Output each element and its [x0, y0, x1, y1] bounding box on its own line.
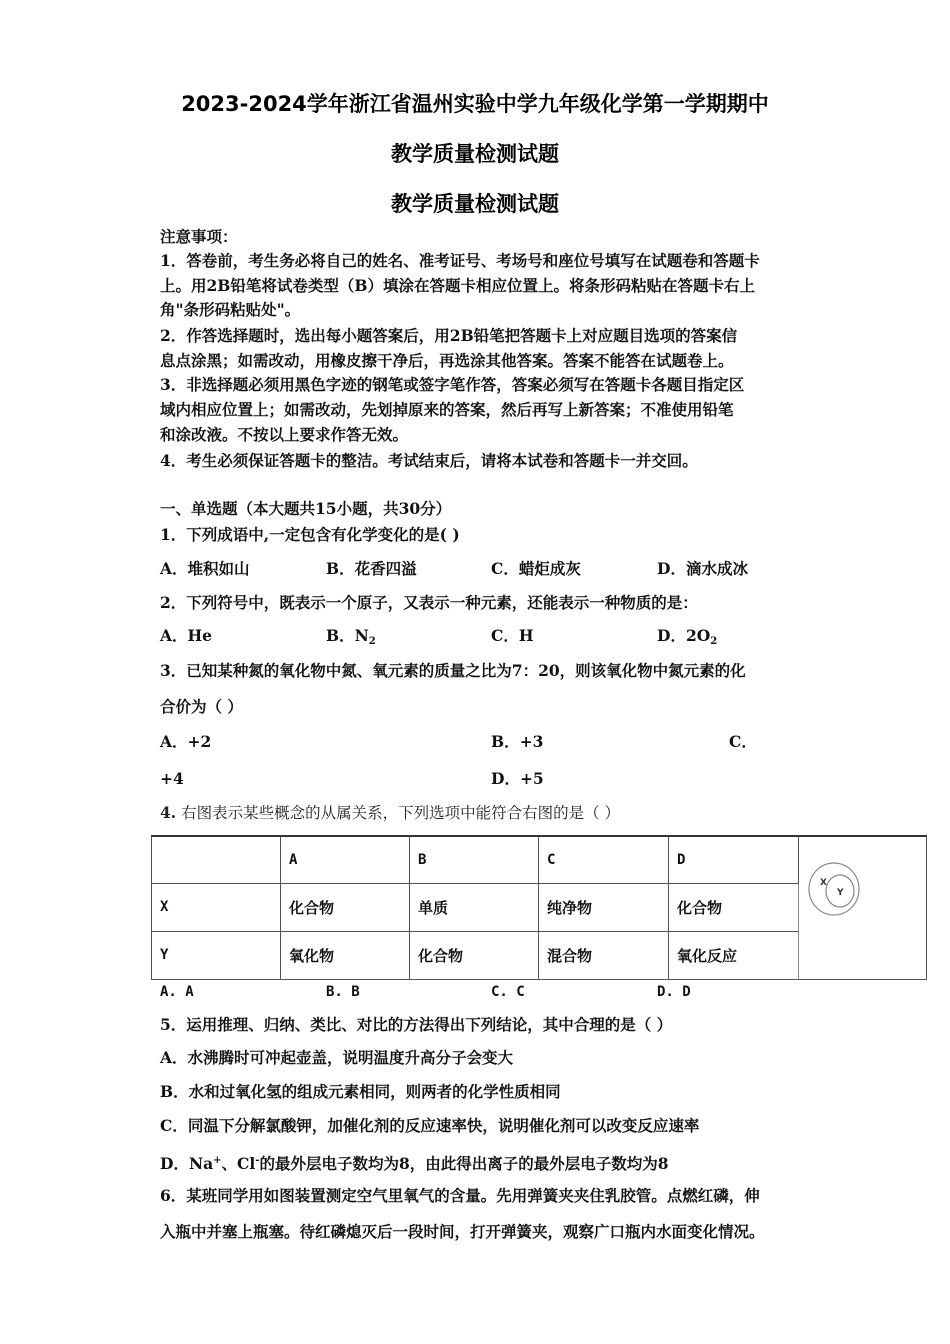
question-6-stem-cont: 入瓶中并塞上瓶塞。待红磷熄灭后一段时间，打开弹簧夹，观察广口瓶内水面变化情况。: [160, 1222, 765, 1241]
table-row-label: Y: [152, 931, 281, 979]
option-text: 、Cl: [221, 1154, 256, 1173]
question-1-option-d[interactable]: D．滴水成冰: [657, 559, 748, 578]
superscript: -: [255, 1155, 260, 1166]
notice-line: 3．非选择题必须用黑色字迹的钢笔或签字笔作答，答案必须写在答题卡各题目指定区: [160, 375, 745, 394]
table-header-c: C: [539, 836, 669, 883]
question-5-option-d[interactable]: [160, 1151, 669, 1174]
table-cell: 化合物: [410, 931, 539, 979]
table-header-row: [152, 836, 927, 883]
table-cell: [152, 836, 281, 883]
question-6-stem: 6．某班同学用如图装置测定空气里氧气的含量。先用弹簧夹夹住乳胶管。点燃红磷，伸: [160, 1186, 760, 1205]
question-4-stem: [160, 803, 620, 823]
option-text: He: [187, 626, 213, 645]
venn-label-x: X: [820, 878, 827, 888]
venn-label-y: Y: [837, 888, 844, 898]
question-2-stem: 2．下列符号中，既表示一个原子，又表示一种元素，还能表示一种物质的是：: [160, 593, 698, 612]
option-label: B．: [326, 626, 355, 645]
question-4-option-c[interactable]: C. C: [491, 984, 525, 1000]
table-header-b: B: [410, 836, 539, 883]
exam-title: 2023-2024学年浙江省温州实验中学九年级化学第一学期期中: [181, 92, 769, 116]
superscript: +: [213, 1155, 222, 1166]
table-cell: 单质: [410, 883, 539, 931]
question-3-option-a[interactable]: A．+2: [160, 732, 212, 751]
option-text: N: [354, 626, 369, 645]
question-5-option-a[interactable]: A．水沸腾时可冲起壶盖，说明温度升高分子会变大: [160, 1048, 514, 1067]
section-heading: 一、单选题（本大题共15小题，共30分）: [160, 499, 452, 518]
subscript: 2: [368, 636, 376, 647]
exam-subtitle: 教学质量检测试题: [391, 142, 559, 166]
option-label: C．: [491, 626, 519, 645]
diagram-cell: [799, 836, 927, 979]
table-cell: 氧化物: [281, 931, 410, 979]
option-text: D．Na: [160, 1154, 214, 1173]
table-cell: 化合物: [281, 883, 410, 931]
question-3-option-d[interactable]: D．+5: [491, 769, 544, 788]
notice-line: 上。用2B铅笔将试卷类型（B）填涂在答题卡相应位置上。将条形码粘贴在答题卡右上: [160, 276, 755, 295]
question-2-option-c[interactable]: [491, 626, 534, 646]
question-1-option-b[interactable]: B．花香四溢: [326, 559, 417, 578]
option-label: A．: [160, 626, 188, 645]
question-1-stem: 1．下列成语中,一定包含有化学变化的是( ): [160, 525, 460, 544]
venn-diagram-icon: [807, 861, 863, 917]
question-1-option-c[interactable]: C．蜡炬成灰: [491, 559, 581, 578]
option-text: 的最外层电子数均为8，由此得出离子的最外层电子数均为8: [259, 1154, 669, 1173]
notice-line: 息点涂黑；如需改动，用橡皮擦干净后，再选涂其他答案。答案不能答在试题卷上。: [160, 351, 734, 370]
question-3-stem: 3．已知某种氮的氧化物中氮、氧元素的质量之比为7：20，则该氧化物中氮元素的化: [160, 661, 746, 680]
table-cell: 氧化反应: [669, 931, 799, 979]
question-3-option-c-value[interactable]: +4: [160, 769, 184, 788]
subscript: 2: [710, 636, 718, 647]
question-2-option-b[interactable]: [326, 626, 376, 652]
question-4-option-d[interactable]: D. D: [657, 984, 691, 1000]
table-cell: 化合物: [669, 883, 799, 931]
option-text: 2O: [685, 626, 711, 645]
table-header-a: A: [281, 836, 410, 883]
notice-line: 1．答卷前，考生务必将自己的姓名、准考证号、考场号和座位号填写在试题卷和答题卡: [160, 251, 760, 270]
question-text: 右图表示某些概念的从属关系，下列选项中能符合右图的是（ ）: [181, 804, 621, 822]
question-4-table: [151, 835, 927, 980]
question-4-option-a[interactable]: A. A: [160, 984, 194, 1000]
notice-heading: 注意事项：: [160, 227, 238, 246]
question-4-option-b[interactable]: B. B: [326, 984, 360, 1000]
option-label: D．: [657, 626, 686, 645]
question-3-option-b[interactable]: B．+3: [491, 732, 544, 751]
question-number: 4.: [160, 803, 177, 822]
question-2-option-a[interactable]: [160, 626, 212, 646]
table-cell: 纯净物: [539, 883, 669, 931]
question-3-option-c-label[interactable]: C．: [729, 732, 757, 751]
notice-line: 和涂改液。不按以上要求作答无效。: [160, 425, 409, 444]
question-5-stem: 5．运用推理、归纳、类比、对比的方法得出下列结论，其中合理的是（ ）: [160, 1015, 673, 1034]
table-row-label: X: [152, 883, 281, 931]
question-5-option-b[interactable]: B．水和过氧化氢的组成元素相同，则两者的化学性质相同: [160, 1082, 561, 1101]
question-3-stem-cont: 合价为（ ）: [160, 697, 243, 716]
table-header-d: D: [669, 836, 799, 883]
table-cell: 混合物: [539, 931, 669, 979]
question-1-option-a[interactable]: A．堆积如山: [160, 559, 250, 578]
option-text: H: [518, 626, 534, 645]
notice-line: 角"条形码粘贴处"。: [160, 300, 301, 319]
question-5-option-c[interactable]: C．同温下分解氯酸钾，加催化剂的反应速率快，说明催化剂可以改变反应速率: [160, 1116, 700, 1135]
exam-subtitle-repeat: 教学质量检测试题: [391, 192, 559, 216]
question-2-option-d[interactable]: [657, 626, 717, 652]
notice-line: 4．考生必须保证答题卡的整洁。考试结束后，请将本试卷和答题卡一并交回。: [160, 451, 698, 470]
notice-line: 2．作答选择题时，选出每小题答案后，用2B铅笔把答题卡上对应题目选项的答案信: [160, 326, 738, 345]
notice-line: 域内相应位置上；如需改动，先划掉原来的答案，然后再写上新答案；不准使用铅笔: [160, 400, 734, 419]
